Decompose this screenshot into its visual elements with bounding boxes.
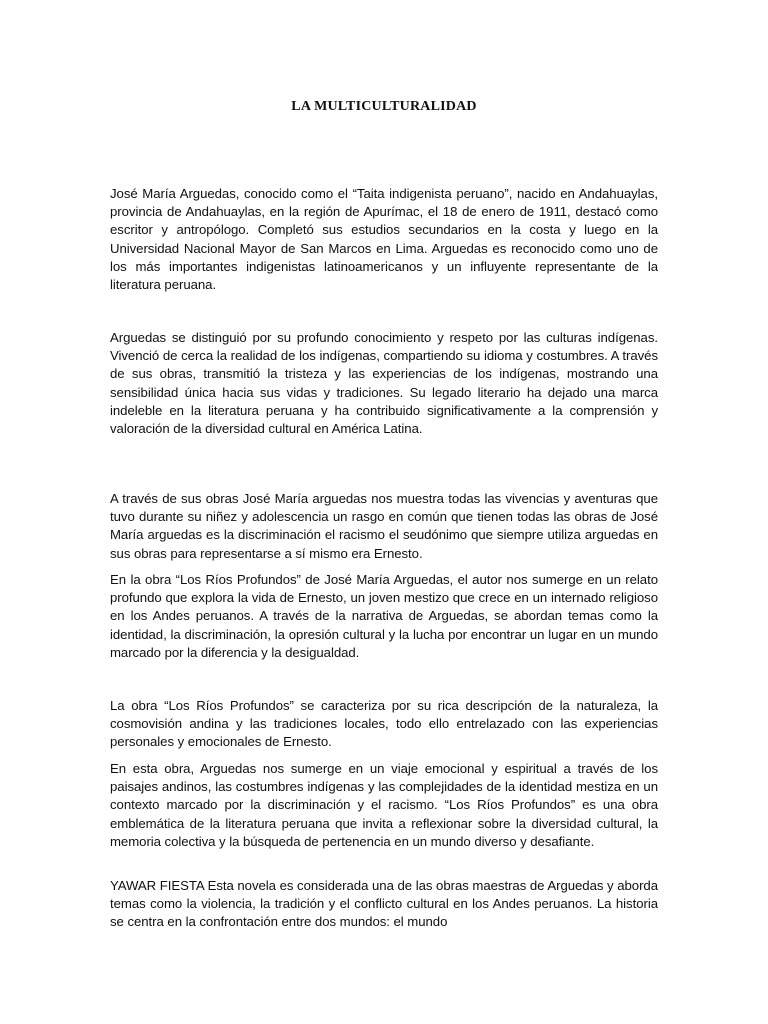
paragraph-emotional-journey: En esta obra, Arguedas nos sumerge en un viaje emocional y espiritual a través de los paisajes andinos, las costumbres indígenas y las complejidades de la identidad mestiza en un contexto marcado por la discriminación y el racismo. “Los Ríos Profundos” es una obra emblemática de la literatura peruana que invita a reflexionar sobre la diversidad cultural, la memoria colectiva y la búsqueda de pertenencia en un mundo diverso y desafiante.	[110, 761, 658, 849]
paragraph-arguedas-biography: José María Arguedas, conocido como el “Taita indigenista peruano”, nacido en Andahuaylas, provincia de Andahuaylas, en la región de Apurímac, el 18 de enero de 1911, destacó como escritor y antropólogo. Completó sus estudios secundarios en la costa y luego en la Universidad Nacional Mayor de San Marcos en Lima. Arguedas es reconocido como uno de los más importantes indigenistas latinoamericanos y un influyente representante de la literatura peruana.	[110, 186, 658, 293]
document-title: LA MULTICULTURALIDAD	[291, 99, 477, 114]
paragraph-los-rios-profundos-description: La obra “Los Ríos Profundos” se caracteriza por su rica descripción de la naturaleza, la cosmovisión andina y las tradiciones locales, todo ello entrelazado con las experiencias personales y emocionales de Ernesto.	[110, 698, 658, 750]
paragraph-childhood-experiences: A través de sus obras José María arguedas nos muestra todas las vivencias y aventuras que tuvo durante su niñez y adolescencia un rasgo en común que tienen todas las obras de José María arguedas es la discriminación el racismo el seudónimo que siempre utiliza arguedas en sus obras para representarse a sí mismo era Ernesto.	[110, 491, 658, 561]
paragraph-indigenous-cultures: Arguedas se distinguió por su profundo conocimiento y respeto por las culturas indígenas. Vivenció de cerca la realidad de los indígenas, compartiendo su idioma y costumbres. A través de sus obras, transmitió la tristeza y las experiencias de los indígenas, mostrando una sensibilidad única hacia sus vidas y tradiciones. Su legado literario ha dejado una marca indeleble en la literatura peruana y ha contribuido significativamente a la comprensión y valoración de la diversidad cultural en América Latina.	[110, 330, 658, 437]
paragraph-yawar-fiesta: YAWAR FIESTA Esta novela es considerada una de las obras maestras de Arguedas y aborda temas como la violencia, la tradición y el conflicto cultural en los Andes peruanos. La historia se centra en la confrontación entre dos mundos: el mundo	[110, 878, 658, 930]
paragraph-los-rios-profundos-intro: En la obra “Los Ríos Profundos” de José María Arguedas, el autor nos sumerge en un relato profundo que explora la vida de Ernesto, un joven mestizo que crece en un internado religioso en los Andes peruanos. A través de la narrativa de Arguedas, se abordan temas como la identidad, la discriminación, la opresión cultural y la lucha por encontrar un lugar en un mundo marcado por la diferencia y la desigualdad.	[110, 572, 658, 660]
